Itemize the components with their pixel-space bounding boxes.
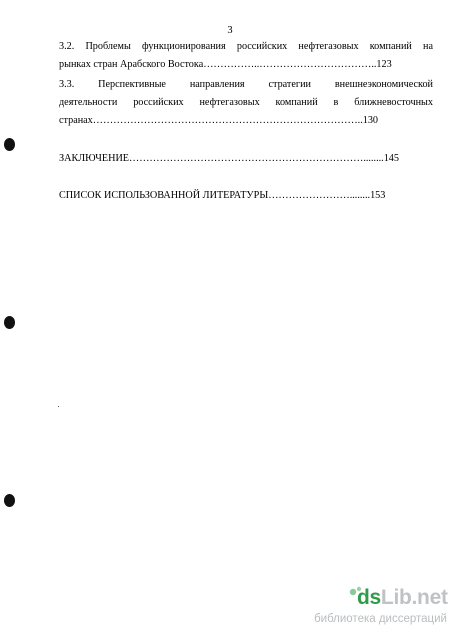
toc-entry-conclusion[interactable]: ЗАКЛЮЧЕНИЕ……………………………………………………………........145: [59, 153, 399, 164]
toc-word: Проблемы: [85, 41, 131, 52]
toc-word: Перспективные: [98, 79, 166, 90]
binder-hole-top: [4, 138, 15, 151]
toc-word: нефтегазовых: [298, 41, 359, 52]
page-number: 3: [227, 25, 233, 36]
toc-line: странах……………………………………………………………………..130: [59, 115, 379, 126]
toc-word: 3.3.: [59, 79, 75, 90]
toc-word: в: [333, 97, 339, 108]
watermark-brand-ds: ds: [357, 586, 381, 609]
toc-word: нефтегазовых: [199, 97, 260, 108]
toc-word: компаний: [369, 41, 412, 52]
toc-word: направления: [189, 79, 245, 90]
toc-word: функционирования: [141, 41, 226, 52]
toc-word: 3.2.: [59, 41, 75, 52]
toc-line: рынках стран Арабского Востока……………..……………………………..123: [59, 59, 392, 70]
watermark-caption: библиотека диссертаций: [314, 613, 447, 625]
binder-hole-middle: [4, 316, 15, 329]
toc-word: внешнеэкономической: [334, 79, 433, 90]
toc-word: на: [423, 41, 433, 52]
toc-line: [59, 79, 433, 91]
toc-word: компаний: [275, 97, 318, 108]
scan-speck: [58, 406, 59, 407]
toc-entry-references[interactable]: СПИСОК ИСПОЛЬЗОВАННОЙ ЛИТЕРАТУРЫ……………………........153: [59, 190, 386, 201]
watermark-brand-lib: Lib.net: [380, 586, 448, 609]
toc-word: стратегии: [268, 79, 311, 90]
toc-line: [59, 41, 433, 53]
toc-line: [59, 97, 433, 109]
watermark-brand: [357, 586, 448, 610]
toc-word: ближневосточных: [354, 97, 433, 108]
toc-word: российских: [133, 97, 184, 108]
toc-word: деятельности: [59, 97, 118, 108]
toc-word: российских: [236, 41, 288, 52]
binder-hole-bottom: [4, 494, 15, 507]
